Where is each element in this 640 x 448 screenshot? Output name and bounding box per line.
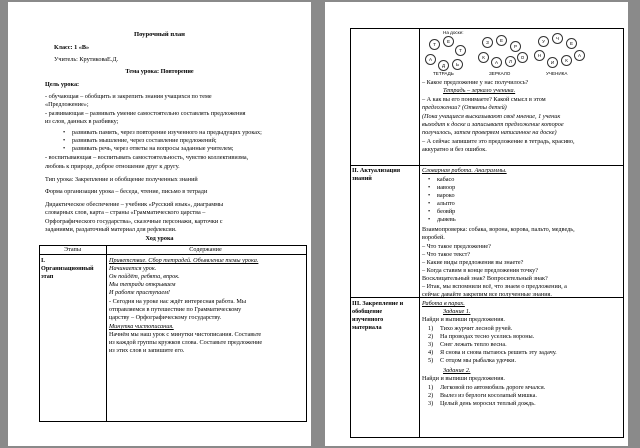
- content-line: аккуратно и без ошибок.: [422, 146, 487, 153]
- task-item: Я снова и снова пытаюсь решить эту задачу.: [440, 349, 557, 356]
- content-line: – Что такое предложение?: [422, 243, 491, 250]
- content-line: Приветствие. Сбор тетрадей. Объявление темы урока.: [109, 257, 259, 264]
- letter-circle: И: [547, 57, 558, 68]
- page-title: Поурочный план: [134, 31, 185, 38]
- content-line: – Итак, мы вспомнили всё, что знаем о предложении, а: [422, 283, 567, 290]
- poem-line: Он пойдёт, ребята, впрок.: [109, 273, 180, 280]
- stage-label: I.: [41, 257, 45, 264]
- letter-circle: А: [425, 54, 436, 65]
- letter-circle: Л: [505, 56, 516, 67]
- anagram-item: альпто: [437, 200, 455, 207]
- content-line: отправляемся в путешествие по Грамматическому: [109, 306, 242, 313]
- letter-circle: З: [482, 37, 493, 48]
- table-divider: [39, 254, 306, 255]
- diagram-label: ТЕТРАДЬ: [433, 71, 454, 76]
- content-line: (Пока учащиеся высказывают своё мнение, 1 ученик: [422, 113, 561, 120]
- letter-circle: О: [517, 52, 528, 63]
- stage-label: обобщение: [352, 308, 383, 315]
- stage-label: II. Актуализация: [352, 167, 401, 174]
- bullet-dot-icon: •: [428, 216, 431, 223]
- task-item: Тихо журчит лесной ручей.: [440, 325, 513, 332]
- stage-label: Организационный: [41, 265, 94, 272]
- anagram-item: вароко: [437, 192, 455, 199]
- letter-circle: А: [574, 50, 585, 61]
- table-divider: [350, 165, 623, 166]
- content-line: предложении? (Ответы детей): [422, 104, 507, 111]
- anagram-item: дыяевь: [437, 216, 456, 223]
- letter-circle: Т: [429, 39, 440, 50]
- letter-circle: Е: [496, 35, 507, 46]
- task-item: На проводах тесно уселись вороны.: [440, 333, 535, 340]
- stage-label: знаний: [352, 175, 372, 182]
- content-line: – Что такое текст?: [422, 251, 471, 258]
- poem-line: Мы тетради открываем: [109, 281, 176, 288]
- content-line: получилось, затем проверяем написанное на доске): [422, 129, 557, 136]
- anagram-item: беовйр: [437, 208, 456, 215]
- table-divider: [419, 28, 420, 437]
- goal-line: - обучающая – обобщить и закрепить знания учащихся по теме: [45, 93, 212, 100]
- list-number: 5): [428, 357, 434, 364]
- content-line: Взаимопроверка: собака, ворона, корова, пальто, медведь,: [422, 226, 575, 233]
- letter-circle: У: [538, 36, 549, 47]
- task-item: Целый день моросил теплый дождь.: [440, 400, 536, 407]
- task-item: Легковой по автомобиль дороге мчался.: [440, 384, 546, 391]
- task-item: С отцом мы рыбалка удочки.: [440, 357, 517, 364]
- stage-label: изученного: [352, 316, 384, 323]
- bullet-dot-icon: •: [428, 176, 431, 183]
- content-line: – Какие виды предложения вы знаете?: [422, 259, 524, 266]
- list-number: 3): [428, 341, 434, 348]
- task-instruction: Найди и выпиши предложения.: [422, 375, 505, 382]
- task-instruction: Найди и выпиши предложения.: [422, 316, 505, 323]
- list-number: 1): [428, 325, 434, 332]
- letter-circle: Т: [455, 45, 466, 56]
- letter-circle: К: [561, 55, 572, 66]
- content-line: – А как вы его понимаете? Какой смысл в этом: [422, 96, 546, 103]
- task-heading: Задание 1.: [443, 308, 471, 315]
- lesson-type: Тип урока: Закрепление и обобщение полученных знаний: [45, 176, 198, 183]
- bullet-dot-icon: •: [428, 184, 431, 191]
- content-line: из этих слов и запишите его.: [109, 347, 185, 354]
- letter-circle: Е: [443, 36, 454, 47]
- course-heading: Ход урока: [145, 235, 174, 242]
- bullet-item: развивать речь, через ответы на вопросы заданные учителем;: [72, 145, 234, 152]
- bullet-dot-icon: •: [428, 192, 431, 199]
- diagram-label: ЗЕРКАЛО: [489, 71, 511, 76]
- diagram-label: УЧЕНИКА: [546, 71, 568, 76]
- bullet-dot-icon: •: [63, 145, 66, 152]
- bullet-dot-icon: •: [428, 208, 431, 215]
- didactic-line: заданиями, раздаточный материал для рефлексии.: [45, 226, 177, 233]
- poem-line: И работе приступаем!: [109, 289, 170, 296]
- content-line: из каждой группы кружков слова. Составьте предложение: [109, 339, 263, 346]
- content-line: Восклицательный знак? Вопросительный знак?: [422, 275, 548, 282]
- page-1: [8, 2, 311, 446]
- list-number: 3): [428, 400, 434, 407]
- list-number: 2): [428, 333, 434, 340]
- section-heading: Минутка чистописания.: [109, 323, 174, 330]
- table-header-stages: Этапы: [64, 246, 81, 253]
- didactic-line: Орфографического государства», сказочные персонажи, карточки с: [45, 218, 223, 225]
- class-line: Класс: 1 «В»: [54, 44, 90, 51]
- content-line: выходит к доске и записывает предложение которое: [422, 121, 564, 128]
- list-number: 2): [428, 392, 434, 399]
- stage-label: III. Закрепление и: [352, 300, 404, 307]
- content-line: – Какое предложение у нас получилось?: [422, 79, 529, 86]
- bullet-dot-icon: •: [428, 200, 431, 207]
- page-2: [325, 2, 628, 446]
- task-item: Снег лежать тепло весна.: [440, 341, 507, 348]
- bullet-item: развивать мышление, через составление предложений;: [72, 137, 217, 144]
- list-number: 4): [428, 349, 434, 356]
- topic-line: Тема урока: Повторение: [125, 68, 194, 75]
- stage-label: материала: [352, 324, 382, 331]
- content-line: - Сегодня на уроке нас ждёт интересная работа. Мы: [109, 298, 247, 305]
- letter-circle: Е: [566, 38, 577, 49]
- letter-circle: Ь: [452, 59, 463, 70]
- table-header-content: Содержание: [189, 246, 222, 253]
- bullet-dot-icon: •: [63, 137, 66, 144]
- task-item: Вылез из берлоги косолапый мишка.: [440, 392, 537, 399]
- bullet-item: развивать память, через повторение изученного на предыдущих уроках;: [72, 129, 262, 136]
- task-heading: Задание 2.: [443, 367, 471, 374]
- letter-circle: Р: [510, 41, 521, 52]
- content-line: воробей.: [422, 234, 445, 241]
- goal-line: из слов, данных в разбивку;: [45, 118, 119, 125]
- section-heading: Работа в парах.: [422, 300, 465, 307]
- content-line: царству – Орфографическому государству.: [109, 314, 222, 321]
- letter-circle: А: [491, 57, 502, 68]
- bullet-dot-icon: •: [63, 129, 66, 136]
- letter-circle: Ч: [552, 33, 563, 44]
- content-line: Тетрадь – зеркало ученика.: [443, 87, 516, 94]
- teacher-line: Учитель: КрутиковаЕ.Д.: [54, 56, 119, 63]
- section-heading: Словарная работа. Анаграммы.: [422, 167, 507, 174]
- anagram-item: кабасо: [437, 176, 455, 183]
- goal-heading: Цель урока:: [45, 81, 80, 88]
- edu-line: - воспитывающая – воспитывать самостоятельность, чувство коллективизма,: [45, 154, 249, 161]
- content-line: – Когда ставим в конце предложения точку?: [422, 267, 538, 274]
- poem-line: Начинается урок.: [109, 265, 157, 272]
- didactic-line: словарных слов, карта – страны «Грамматического царства –: [45, 209, 206, 216]
- table-divider: [106, 245, 107, 421]
- didactic-line: Дидактическое обеспечение – учебник «Русский язык», диаграммы: [45, 201, 224, 208]
- content-line: – А сейчас запишите это предложение в тетрадь, красиво,: [422, 138, 575, 145]
- list-number: 1): [428, 384, 434, 391]
- anagram-item: иавоор: [437, 184, 456, 191]
- goal-line: «Предложение»;: [45, 101, 89, 108]
- letter-circle: Д: [438, 60, 449, 71]
- letter-circle: К: [478, 52, 489, 63]
- edu-line: любовь к природе, доброе отношение друг к другу.: [45, 163, 180, 170]
- content-line: сейчас давайте закрепим все полученные знания.: [422, 291, 552, 298]
- board-label: На доске:: [443, 30, 464, 35]
- stage-label: этап: [41, 273, 54, 280]
- organization-form: Форма организации урока – беседа, чтение, письмо в тетради: [45, 188, 208, 195]
- letter-circle: Н: [534, 50, 545, 61]
- goal-line: - развивающая – развивать умение самостоятельно составлять предложения: [45, 110, 246, 117]
- content-line: Начнём мы наш урок с минутки чистописания. Составьте: [109, 331, 262, 338]
